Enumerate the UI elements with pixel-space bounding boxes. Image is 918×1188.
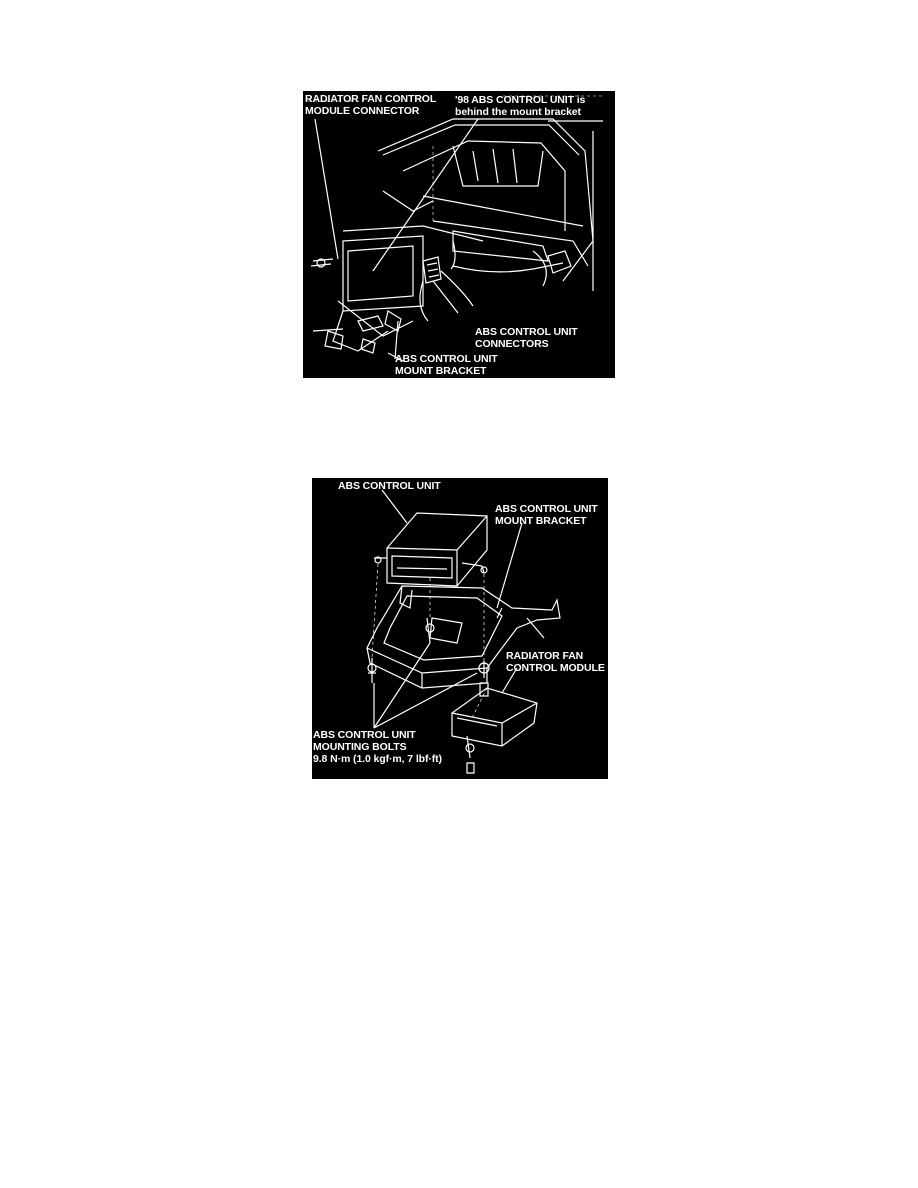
label-line: behind the mount bracket: [455, 106, 581, 118]
abs-exploded-illustration: [312, 478, 608, 779]
abs-connectors-label: [475, 326, 578, 350]
label-line: ABS CONTROL UNIT: [313, 729, 416, 741]
label-line: MODULE CONNECTOR: [305, 105, 420, 117]
label-line: MOUNTING BOLTS: [313, 741, 407, 753]
label-line: CONTROL MODULE: [506, 662, 605, 674]
torque-spec: 9.8 N·m (1.0 kgf·m, 7 lbf·ft): [313, 753, 442, 765]
abs-location-illustration: [303, 91, 615, 378]
label-line: MOUNT BRACKET: [395, 365, 487, 377]
label-line: ABS CONTROL UNIT: [475, 326, 578, 338]
mounting-bolts-label: [313, 729, 442, 765]
abs-unit-location-note: [455, 94, 585, 118]
label-line: CONNECTORS: [475, 338, 549, 350]
label-line: RADIATOR FAN: [506, 650, 584, 662]
fan-module-connector-label: [305, 93, 436, 117]
fan-control-module-label: [506, 650, 605, 674]
abs-unit-label: [338, 480, 441, 492]
label-line: '98 ABS CONTROL UNIT is: [455, 94, 586, 106]
label-line: ABS CONTROL UNIT: [495, 503, 598, 515]
label-line: RADIATOR FAN CONTROL: [305, 93, 437, 105]
abs-mount-bracket-label: [495, 503, 598, 527]
label-line: ABS CONTROL UNIT: [338, 480, 441, 492]
label-line: ABS CONTROL UNIT: [395, 353, 498, 365]
label-line: MOUNT BRACKET: [495, 515, 587, 527]
abs-mount-bracket-label: [395, 353, 498, 377]
